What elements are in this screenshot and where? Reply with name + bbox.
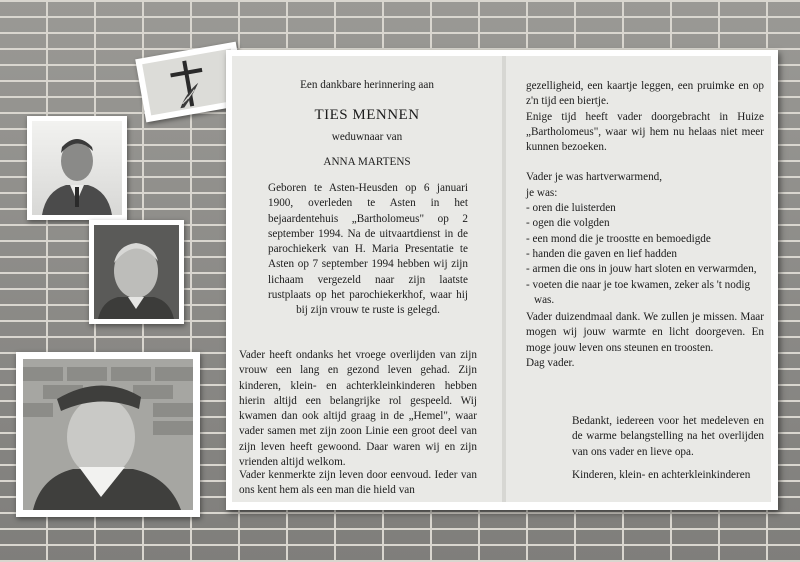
qualities-list (526, 201, 764, 308)
list-item: - een mond die je troostte en bemoedigde (526, 232, 711, 245)
right-paragraph-4: Dag vader. (526, 357, 575, 370)
right-paragraph-2: Enige tijd heeft vader doorgebracht in Huize „Bartholomeus", waar wij hem nu helaas niet meer kunnen bezoeken. (526, 110, 764, 154)
thanks-text: Bedankt, iedereen voor het medeleven en de warme belangstelling na het overlijden van ons vader en lieve opa. (572, 415, 764, 458)
biography-text: Geboren te Asten-Heusden op 6 januari 1900, overleden te Asten in het bejaardentehuis „Bartholomeus" op 2 september 1994. Na de uitvaartdienst in de parochiekerk van H. Maria Presentatie te Asten op 7 september 1994 hebben wij zijn lichaam vergezeld naar zijn laatste rustplaats op het parochiekerkhof, waar hij bij zijn vrouw te ruste is gelegd. (268, 182, 468, 317)
intro-text: Een dankbare herinnering aan (300, 79, 434, 91)
memorial-paragraph-1: Vader heeft ondanks het vroege overlijden van zijn vrouw een lang en gezond leven gehad. Zijn kinderen, klein- en achterkleinkinderen hebben hierin altijd een belangrijke rol gespeeld. Wij kwamen dan ook altijd graag in de „Hemel", waar vader samen met zijn zoon Linie een groot deel van zijn leven heeft gewoond. Daar waren wij en zijn vrienden altijd welkom. (239, 349, 477, 469)
list-item: - ogen die volgden (526, 217, 610, 230)
memorial-card (226, 50, 778, 510)
right-paragraph-3: Vader duizendmaal dank. We zullen je missen. Maar mogen wij jouw warmte en licht doorgeven. En moge jouw leven ons steunen en troosten. (526, 311, 764, 354)
list-item: - voeten die naar je toe kwamen, zeker als 't nodig was. (526, 278, 751, 306)
deceased-name: TIES MENNEN (314, 107, 420, 123)
portrait-photo-2 (89, 220, 184, 324)
list-intro-1: Vader je was hartverwarmend, (526, 171, 663, 184)
widower-of-text: weduwnaar van (331, 131, 403, 143)
list-item: - handen die gaven en lief hadden (526, 247, 677, 260)
list-item: - armen die ons in jouw hart sloten en verwarmden, (526, 263, 757, 276)
list-intro-2: je was: (526, 186, 558, 199)
card-left-page (232, 56, 502, 502)
portrait-photo-1 (27, 116, 127, 220)
spouse-name: ANNA MARTENS (323, 156, 411, 168)
list-item: - oren die luisterden (526, 202, 616, 215)
signature-text: Kinderen, klein- en achterkleinkinderen (572, 469, 751, 481)
memorial-paragraph-2: Vader kenmerkte zijn leven door eenvoud. Ieder van ons kent hem als een man die hield van (239, 469, 477, 497)
right-paragraph-1: gezelligheid, een kaartje leggen, een pruimke en op z'n tijd een biertje. (526, 80, 764, 108)
card-right-page (506, 56, 771, 502)
portrait-photo-3 (16, 352, 200, 517)
